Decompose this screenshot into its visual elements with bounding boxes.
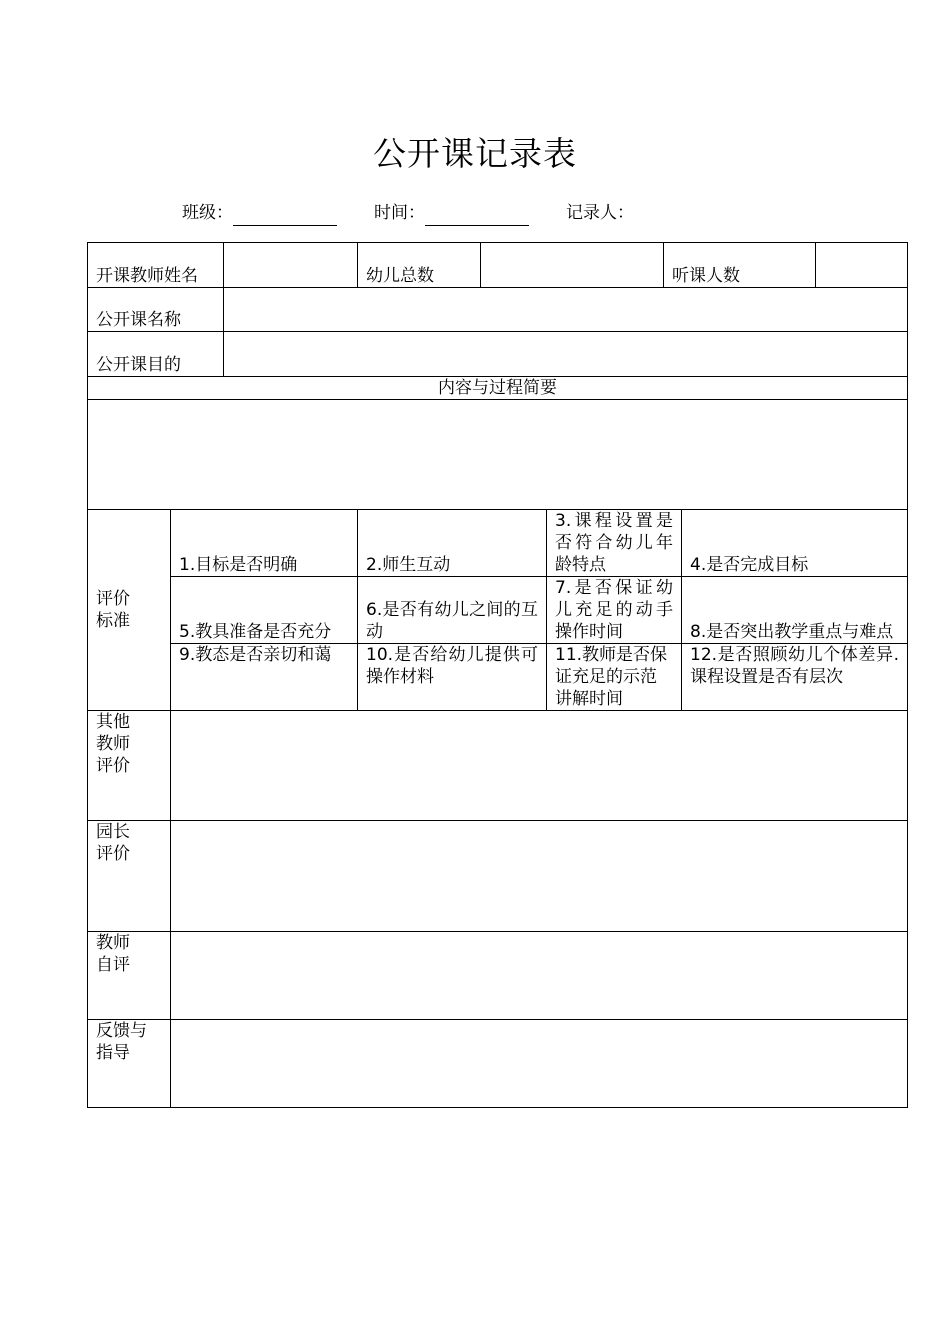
- evaluation-label-line2: 标准: [96, 611, 130, 631]
- criterion-11: 11.教师是否保证充足的示范讲解时间: [547, 644, 682, 711]
- record-table: [87, 242, 908, 1108]
- feedback-line2: 指导: [96, 1043, 130, 1063]
- principal-value[interactable]: [171, 821, 908, 932]
- listener-count-label: 听课人数: [664, 243, 816, 288]
- other-teachers-label: [88, 711, 171, 821]
- other-teachers-line2: 教师: [96, 734, 130, 754]
- criterion-3: 3.课程设置是否符合幼儿年龄特点: [547, 510, 682, 577]
- feedback-label: [88, 1020, 171, 1108]
- teacher-name-label: 开课教师姓名: [88, 243, 224, 288]
- class-blank[interactable]: [233, 207, 337, 226]
- child-count-label: 幼儿总数: [358, 243, 481, 288]
- recorder-label: 记录人：: [566, 203, 634, 223]
- content-header: 内容与过程简要: [88, 377, 908, 400]
- content-area[interactable]: [88, 400, 908, 510]
- self-eval-line2: 自评: [96, 955, 130, 975]
- listener-count-value[interactable]: [816, 243, 908, 288]
- principal-line1: 园长: [96, 822, 130, 842]
- criterion-7: 7.是否保证幼儿充足的动手操作时间: [547, 577, 682, 644]
- time-blank[interactable]: [425, 207, 529, 226]
- course-goal-value[interactable]: [224, 332, 908, 377]
- time-field: [374, 200, 529, 226]
- page-title: 公开课记录表: [373, 134, 577, 173]
- principal-label: [88, 821, 171, 932]
- course-name-value[interactable]: [224, 288, 908, 332]
- other-teachers-value[interactable]: [171, 711, 908, 821]
- evaluation-label-line1: 评价: [96, 589, 130, 609]
- course-goal-label: 公开课目的: [88, 332, 224, 377]
- criterion-6: 6.是否有幼儿之间的互动: [358, 577, 547, 644]
- feedback-line1: 反馈与: [96, 1021, 147, 1041]
- self-eval-value[interactable]: [171, 932, 908, 1020]
- self-eval-label: [88, 932, 171, 1020]
- criterion-8: 8.是否突出教学重点与难点: [682, 577, 908, 644]
- other-teachers-line1: 其他: [96, 712, 130, 732]
- class-label: 班级：: [182, 203, 233, 223]
- course-name-label: 公开课名称: [88, 288, 224, 332]
- evaluation-label: [88, 510, 171, 711]
- feedback-value[interactable]: [171, 1020, 908, 1108]
- criterion-4: 4.是否完成目标: [682, 510, 908, 577]
- criterion-9: 9.教态是否亲切和蔼: [171, 644, 358, 711]
- teacher-name-value[interactable]: [224, 243, 358, 288]
- recorder-field: [566, 200, 634, 226]
- time-label: 时间：: [374, 203, 425, 223]
- criterion-2: 2.师生互动: [358, 510, 547, 577]
- child-count-value[interactable]: [481, 243, 664, 288]
- other-teachers-line3: 评价: [96, 756, 130, 776]
- criterion-1: 1.目标是否明确: [171, 510, 358, 577]
- criterion-12: 12.是否照顾幼儿个体差异.课程设置是否有层次: [682, 644, 908, 711]
- criterion-5: 5.教具准备是否充分: [171, 577, 358, 644]
- principal-line2: 评价: [96, 844, 130, 864]
- self-eval-line1: 教师: [96, 933, 130, 953]
- class-field: [182, 200, 337, 226]
- criterion-10: 10.是否给幼儿提供可操作材料: [358, 644, 547, 711]
